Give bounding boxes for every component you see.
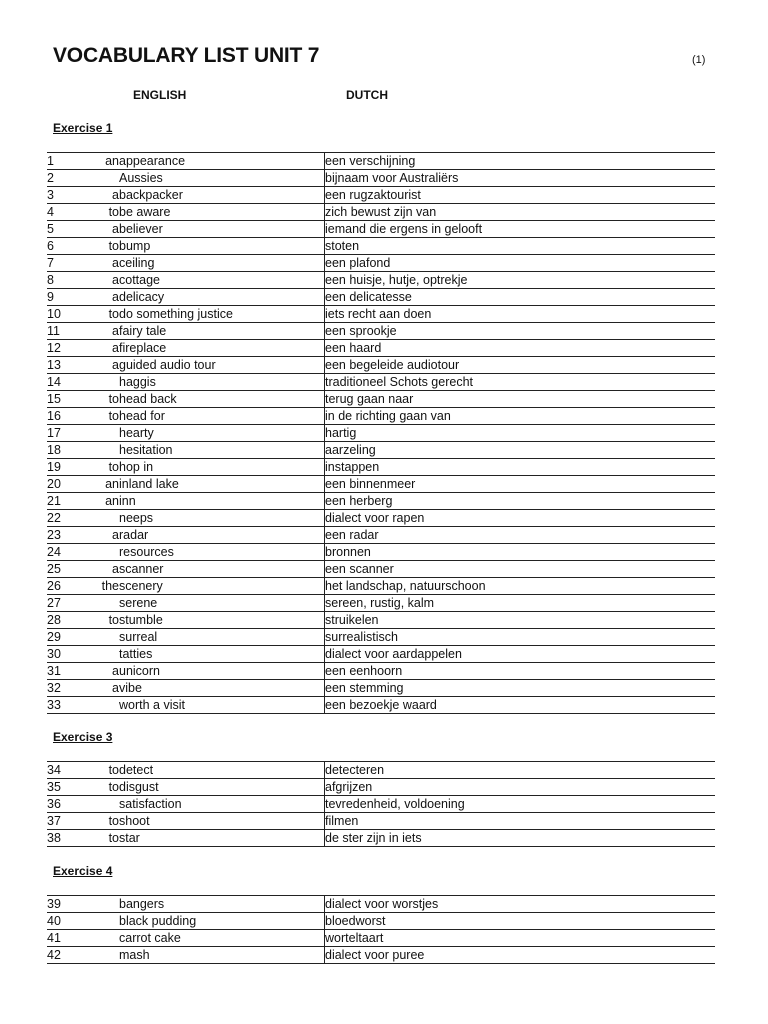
row-article: [87, 947, 119, 964]
dutch-translation: bloedworst: [325, 913, 716, 930]
row-article: a: [87, 289, 119, 306]
english-term: scenery: [119, 578, 325, 595]
row-number: 16: [47, 408, 87, 425]
dutch-translation: een huisje, hutje, optrekje: [325, 272, 716, 289]
english-term: hearty: [119, 425, 325, 442]
english-term: backpacker: [119, 187, 325, 204]
table-row: [47, 187, 715, 204]
column-header-dutch: DUTCH: [346, 88, 388, 102]
english-term: head for: [119, 408, 325, 425]
row-number: 21: [47, 493, 87, 510]
dutch-translation: zich bewust zijn van: [325, 204, 716, 221]
dutch-translation: een eenhoorn: [325, 663, 716, 680]
dutch-translation: een haard: [325, 340, 716, 357]
table-row: [47, 930, 715, 947]
english-term: tatties: [119, 646, 325, 663]
english-term: unicorn: [119, 663, 325, 680]
table-row: [47, 170, 715, 187]
english-term: Aussies: [119, 170, 325, 187]
english-term: be aware: [119, 204, 325, 221]
row-number: 12: [47, 340, 87, 357]
row-number: 28: [47, 612, 87, 629]
english-term: resources: [119, 544, 325, 561]
english-term: inland lake: [119, 476, 325, 493]
row-number: 10: [47, 306, 87, 323]
table-row: [47, 255, 715, 272]
table-row: [47, 578, 715, 595]
english-term: neeps: [119, 510, 325, 527]
table-row: [47, 238, 715, 255]
row-number: 13: [47, 357, 87, 374]
dutch-translation: iemand die ergens in gelooft: [325, 221, 716, 238]
vocab-table-exercise-1: [47, 152, 715, 714]
row-number: 34: [47, 762, 87, 779]
table-row: [47, 813, 715, 830]
row-article: [87, 442, 119, 459]
vocab-table-exercise-3: [47, 761, 715, 847]
row-number: 33: [47, 697, 87, 714]
dutch-translation: een rugzaktourist: [325, 187, 716, 204]
dutch-translation: tevredenheid, voldoening: [325, 796, 716, 813]
row-article: [87, 646, 119, 663]
dutch-translation: een scanner: [325, 561, 716, 578]
table-row: [47, 896, 715, 913]
row-number: 20: [47, 476, 87, 493]
table-row: [47, 527, 715, 544]
dutch-translation: dialect voor puree: [325, 947, 716, 964]
row-article: a: [87, 187, 119, 204]
row-article: an: [87, 493, 119, 510]
row-article: to: [87, 459, 119, 476]
table-row: [47, 272, 715, 289]
row-number: 24: [47, 544, 87, 561]
dutch-translation: dialect voor worstjes: [325, 896, 716, 913]
column-header-english: ENGLISH: [133, 88, 187, 102]
dutch-translation: een delicatesse: [325, 289, 716, 306]
table-row: [47, 612, 715, 629]
row-number: 19: [47, 459, 87, 476]
dutch-translation: sereen, rustig, kalm: [325, 595, 716, 612]
table-row: [47, 947, 715, 964]
english-term: star: [119, 830, 325, 847]
row-number: 36: [47, 796, 87, 813]
table-row: [47, 663, 715, 680]
table-row: [47, 493, 715, 510]
row-number: 4: [47, 204, 87, 221]
english-term: delicacy: [119, 289, 325, 306]
row-number: 22: [47, 510, 87, 527]
dutch-translation: iets recht aan doen: [325, 306, 716, 323]
row-article: [87, 896, 119, 913]
dutch-translation: een stemming: [325, 680, 716, 697]
table-row: [47, 830, 715, 847]
table-row: [47, 680, 715, 697]
table-row: [47, 340, 715, 357]
dutch-translation: een herberg: [325, 493, 716, 510]
row-number: 7: [47, 255, 87, 272]
english-term: inn: [119, 493, 325, 510]
row-article: a: [87, 340, 119, 357]
english-term: do something justice: [119, 306, 325, 323]
row-article: to: [87, 204, 119, 221]
english-term: radar: [119, 527, 325, 544]
dutch-translation: het landschap, natuurschoon: [325, 578, 716, 595]
row-article: [87, 629, 119, 646]
row-article: [87, 425, 119, 442]
row-number: 26: [47, 578, 87, 595]
row-number: 35: [47, 779, 87, 796]
row-article: [87, 544, 119, 561]
row-article: to: [87, 391, 119, 408]
table-row: [47, 913, 715, 930]
dutch-translation: bronnen: [325, 544, 716, 561]
row-number: 18: [47, 442, 87, 459]
dutch-translation: dialect voor aardappelen: [325, 646, 716, 663]
row-article: a: [87, 221, 119, 238]
table-row: [47, 357, 715, 374]
table-row: [47, 204, 715, 221]
row-number: 32: [47, 680, 87, 697]
row-article: to: [87, 830, 119, 847]
english-term: bangers: [119, 896, 325, 913]
table-row: [47, 561, 715, 578]
english-term: cottage: [119, 272, 325, 289]
table-row: [47, 442, 715, 459]
dutch-translation: in de richting gaan van: [325, 408, 716, 425]
english-term: fairy tale: [119, 323, 325, 340]
dutch-translation: een bezoekje waard: [325, 697, 716, 714]
english-term: carrot cake: [119, 930, 325, 947]
table-row: [47, 408, 715, 425]
row-number: 42: [47, 947, 87, 964]
table-row: [47, 544, 715, 561]
english-term: stumble: [119, 612, 325, 629]
row-number: 37: [47, 813, 87, 830]
row-article: [87, 170, 119, 187]
table-row: [47, 289, 715, 306]
dutch-translation: instappen: [325, 459, 716, 476]
english-term: guided audio tour: [119, 357, 325, 374]
dutch-translation: detecteren: [325, 762, 716, 779]
table-row: [47, 153, 715, 170]
table-row: [47, 425, 715, 442]
english-term: satisfaction: [119, 796, 325, 813]
dutch-translation: een plafond: [325, 255, 716, 272]
row-article: to: [87, 762, 119, 779]
row-number: 39: [47, 896, 87, 913]
dutch-translation: dialect voor rapen: [325, 510, 716, 527]
english-term: appearance: [119, 153, 325, 170]
dutch-translation: aarzeling: [325, 442, 716, 459]
dutch-translation: worteltaart: [325, 930, 716, 947]
english-term: worth a visit: [119, 697, 325, 714]
row-number: 5: [47, 221, 87, 238]
table-row: [47, 476, 715, 493]
english-term: vibe: [119, 680, 325, 697]
dutch-translation: afgrijzen: [325, 779, 716, 796]
row-article: to: [87, 306, 119, 323]
dutch-translation: filmen: [325, 813, 716, 830]
table-row: [47, 629, 715, 646]
row-number: 9: [47, 289, 87, 306]
row-number: 1: [47, 153, 87, 170]
dutch-translation: een verschijning: [325, 153, 716, 170]
dutch-translation: de ster zijn in iets: [325, 830, 716, 847]
section-heading-exercise-3: Exercise 3: [53, 730, 113, 744]
table-row: [47, 646, 715, 663]
dutch-translation: een binnenmeer: [325, 476, 716, 493]
row-article: [87, 374, 119, 391]
row-article: [87, 930, 119, 947]
english-term: fireplace: [119, 340, 325, 357]
row-number: 11: [47, 323, 87, 340]
row-article: a: [87, 527, 119, 544]
row-article: a: [87, 680, 119, 697]
row-number: 14: [47, 374, 87, 391]
table-row: [47, 510, 715, 527]
row-article: [87, 510, 119, 527]
row-article: [87, 913, 119, 930]
row-number: 8: [47, 272, 87, 289]
page-number: (1): [692, 54, 706, 66]
row-number: 31: [47, 663, 87, 680]
row-article: to: [87, 612, 119, 629]
row-article: the: [87, 578, 119, 595]
english-term: shoot: [119, 813, 325, 830]
row-article: an: [87, 153, 119, 170]
dutch-translation: een sprookje: [325, 323, 716, 340]
row-article: an: [87, 476, 119, 493]
dutch-translation: struikelen: [325, 612, 716, 629]
row-number: 25: [47, 561, 87, 578]
row-number: 29: [47, 629, 87, 646]
row-number: 15: [47, 391, 87, 408]
english-term: surreal: [119, 629, 325, 646]
row-number: 17: [47, 425, 87, 442]
english-term: hop in: [119, 459, 325, 476]
dutch-translation: traditioneel Schots gerecht: [325, 374, 716, 391]
row-number: 27: [47, 595, 87, 612]
table-row: [47, 323, 715, 340]
section-heading-exercise-4: Exercise 4: [53, 864, 113, 878]
dutch-translation: terug gaan naar: [325, 391, 716, 408]
row-article: to: [87, 408, 119, 425]
row-article: a: [87, 357, 119, 374]
table-row: [47, 796, 715, 813]
row-article: a: [87, 272, 119, 289]
row-article: a: [87, 323, 119, 340]
row-number: 41: [47, 930, 87, 947]
table-row: [47, 697, 715, 714]
section-heading-exercise-1: Exercise 1: [53, 121, 113, 135]
english-term: ceiling: [119, 255, 325, 272]
english-term: serene: [119, 595, 325, 612]
english-term: head back: [119, 391, 325, 408]
row-article: [87, 697, 119, 714]
table-row: [47, 374, 715, 391]
dutch-translation: een radar: [325, 527, 716, 544]
row-number: 40: [47, 913, 87, 930]
table-row: [47, 459, 715, 476]
english-term: believer: [119, 221, 325, 238]
dutch-translation: een begeleide audiotour: [325, 357, 716, 374]
table-row: [47, 595, 715, 612]
table-row: [47, 762, 715, 779]
row-article: a: [87, 663, 119, 680]
table-row: [47, 391, 715, 408]
english-term: hesitation: [119, 442, 325, 459]
row-article: to: [87, 238, 119, 255]
row-number: 2: [47, 170, 87, 187]
row-number: 23: [47, 527, 87, 544]
row-number: 6: [47, 238, 87, 255]
row-article: to: [87, 779, 119, 796]
english-term: black pudding: [119, 913, 325, 930]
row-article: [87, 796, 119, 813]
row-number: 3: [47, 187, 87, 204]
row-article: to: [87, 813, 119, 830]
row-article: [87, 595, 119, 612]
dutch-translation: stoten: [325, 238, 716, 255]
english-term: mash: [119, 947, 325, 964]
page-title: VOCABULARY LIST UNIT 7: [53, 44, 320, 67]
row-number: 30: [47, 646, 87, 663]
english-term: detect: [119, 762, 325, 779]
row-article: a: [87, 255, 119, 272]
table-row: [47, 779, 715, 796]
dutch-translation: surrealistisch: [325, 629, 716, 646]
english-term: haggis: [119, 374, 325, 391]
english-term: bump: [119, 238, 325, 255]
english-term: scanner: [119, 561, 325, 578]
vocab-table-exercise-4: [47, 895, 715, 964]
row-article: a: [87, 561, 119, 578]
dutch-translation: hartig: [325, 425, 716, 442]
dutch-translation: bijnaam voor Australiërs: [325, 170, 716, 187]
table-row: [47, 221, 715, 238]
english-term: disgust: [119, 779, 325, 796]
row-number: 38: [47, 830, 87, 847]
table-row: [47, 306, 715, 323]
